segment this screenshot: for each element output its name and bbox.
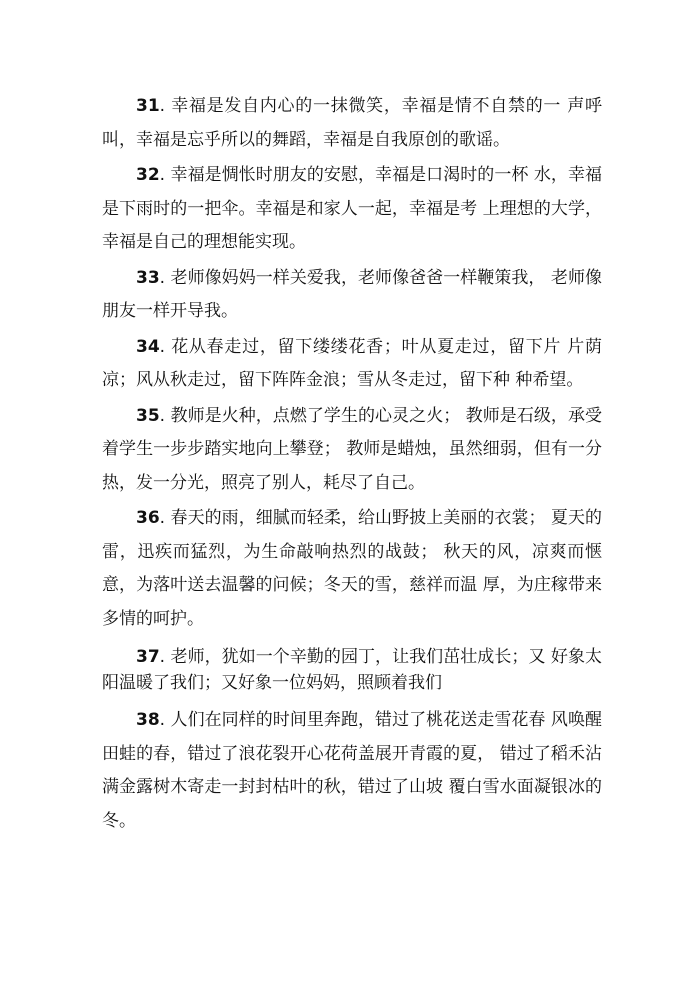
paragraph-38 <box>102 704 602 838</box>
paragraph-text: . 花从春走过，留下缕缕花香；叶从夏走过，留下片 片荫凉；风从秋走过，留下阵阵金浪；雪从冬走过，留下种 种希望。 <box>102 336 602 390</box>
paragraph-text: . 幸福是惆怅时朋友的安慰，幸福是口渴时的一杯 水，幸福是下雨时的一把伞。幸福是和家人一起，幸福是考 上理想的大学，幸福是自己的理想能实现。 <box>102 165 602 252</box>
paragraph-number: 35 <box>136 405 160 426</box>
paragraph-text: . 老师像妈妈一样关爱我，老师像爸爸一样鞭策我， 老师像朋友一样开导我。 <box>102 267 602 321</box>
paragraph-text: . 人们在同样的时间里奔跑，错过了桃花送走雪花春 风唤醒田蛙的春，错过了浪花裂开心花荷盖展开青霞的夏， 错过了稻禾沾满金露树木寄走一封封枯叶的秋，错过了山坡 覆白雪水面凝银冰的冬。 <box>102 710 602 831</box>
paragraph-36 <box>102 502 602 636</box>
paragraph-31 <box>102 90 602 157</box>
paragraph-text: . 春天的雨，细腻而轻柔，给山野披上美丽的衣裳； 夏天的雷，迅疾而猛烈，为生命敲响热烈的战鼓； 秋天的风，凉爽而惬意，为落叶送去温馨的问候；冬天的雪，慈祥而温 厚，为庄稼带来多情的呵护。 <box>102 508 602 629</box>
paragraph-35 <box>102 400 602 501</box>
paragraph-text: . 幸福是发自内心的一抹微笑，幸福是情不自禁的一 声呼叫，幸福是忘乎所以的舞蹈，幸福是自我原创的歌谣。 <box>102 96 602 150</box>
paragraph-number: 37 <box>136 647 160 667</box>
paragraph-number: 36 <box>136 508 160 528</box>
paragraph-number: 32 <box>136 165 160 185</box>
paragraph-number: 31 <box>136 96 160 116</box>
document-body <box>102 90 602 840</box>
paragraph-number: 34 <box>136 336 160 357</box>
paragraph-number: 38 <box>136 710 160 730</box>
paragraph-37 <box>102 644 602 696</box>
paragraph-text: . 教师是火种，点燃了学生的心灵之火； 教师是石级，承受着学生一步步踏实地向上攀登； 教师是蜡烛，虽然细弱，但有一分热，发一分光，照亮了别人，耗尽了自己。 <box>102 405 602 493</box>
paragraph-text: . 老师，犹如一个辛勤的园丁，让我们茁壮成长；又 好象太阳温暖了我们；又好象一位妈妈，照顾着我们 <box>102 647 602 693</box>
paragraph-number: 33 <box>136 267 160 288</box>
paragraph-34 <box>102 331 602 398</box>
paragraph-33 <box>102 262 602 329</box>
paragraph-32 <box>102 159 602 260</box>
